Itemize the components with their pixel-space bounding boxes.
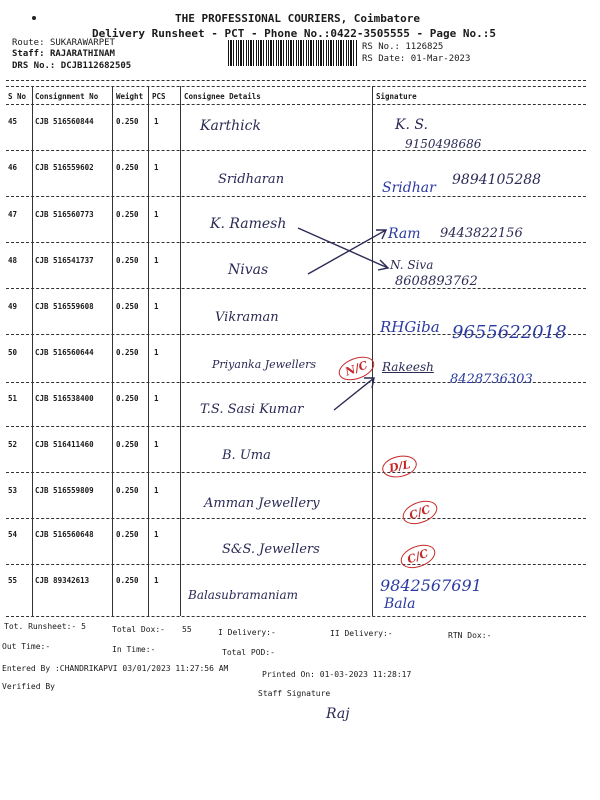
receiver-signature: K. S.: [395, 117, 428, 133]
arrow-line: [298, 228, 388, 268]
rs-date-line: [362, 54, 470, 64]
receiver-phone: 9894105288: [452, 172, 542, 188]
table-row-sno: 50: [8, 348, 18, 357]
staff-value: RAJARATHINAM: [49, 49, 115, 59]
table-row-sno: 45: [8, 117, 18, 126]
receiver-signature: Sridhar: [382, 180, 436, 196]
total-runsheet: Tot. Runsheet:- 5: [4, 622, 86, 631]
receiver-phone: 9150498686: [405, 137, 482, 151]
verified-by: Verified By: [2, 682, 55, 691]
col-divider: [148, 86, 149, 616]
table-row-weight: 0.250: [116, 530, 139, 539]
consignee-name: Amman Jewellery: [204, 496, 320, 511]
row-separator: [6, 518, 586, 519]
table-row-consignment: CJB 516560644: [35, 348, 94, 357]
table-row-weight: 0.250: [116, 302, 139, 311]
entered-by: Entered By :CHANDRIKAPVI 03/01/2023 11:27:56 AM: [2, 664, 229, 673]
col-consignment: Consignment No: [35, 92, 99, 101]
consignee-name: Nivas: [228, 262, 269, 278]
rtn-dox-label: RTN Dox:-: [448, 631, 492, 640]
table-row-consignment: CJB 89342613: [35, 576, 90, 585]
row-separator: [6, 150, 586, 151]
row-separator: [6, 472, 586, 473]
table-row-weight: 0.250: [116, 210, 139, 219]
receiver-phone: 8608893762: [395, 274, 478, 289]
status-stamp: D/L: [380, 453, 419, 481]
col-divider: [180, 86, 181, 616]
table-row-weight: 0.250: [116, 486, 139, 495]
row-separator: [6, 426, 586, 427]
table-row-sno: 47: [8, 210, 18, 219]
out-time-label: Out Time:-: [2, 642, 51, 651]
table-row-pcs: 1: [154, 210, 159, 219]
status-stamp: N/C: [336, 352, 378, 384]
consignee-name: Priyanka Jewellers: [212, 358, 317, 371]
receiver-phone: 9443822156: [440, 226, 523, 241]
company-title: THE PROFESSIONAL COURIERS, Coimbatore: [175, 12, 421, 25]
rs-no-value: 1126825: [405, 42, 444, 52]
table-row-consignment: CJB 516559608: [35, 302, 94, 311]
route-label: Route:: [12, 38, 45, 48]
receiver-phone: 8428736303: [450, 372, 533, 387]
in-time-label: In Time:-: [112, 645, 156, 654]
table-row-sno: 54: [8, 530, 18, 539]
table-row-sno: 46: [8, 163, 18, 172]
arrow-line: [308, 230, 386, 274]
row-separator: [6, 288, 586, 289]
status-stamp: C/C: [397, 541, 438, 573]
table-row-pcs: 1: [154, 117, 159, 126]
table-row-sno: 55: [8, 576, 18, 585]
table-row-sno: 48: [8, 256, 18, 265]
col-signature: Signature: [376, 92, 417, 101]
table-row-sno: 52: [8, 440, 18, 449]
receiver-signature: Rakeesh: [382, 360, 434, 374]
drs-label: DRS No.:: [12, 61, 56, 71]
row-separator: [6, 196, 586, 197]
staff-signature-label: Staff Signature: [258, 689, 331, 698]
col-weight: Weight: [116, 92, 144, 101]
table-row-weight: 0.250: [116, 440, 139, 449]
printed-on: Printed On: 01-03-2023 11:28:17: [262, 670, 412, 679]
consignee-name: B. Uma: [222, 448, 271, 463]
swap-arrows-drawing: [280, 220, 400, 284]
table-row-weight: 0.250: [116, 117, 139, 126]
drs-line: [12, 61, 131, 71]
status-stamp: C/C: [399, 497, 440, 529]
table-row-pcs: 1: [154, 530, 159, 539]
table-row-sno: 49: [8, 302, 18, 311]
consignee-name: T.S. Sasi Kumar: [200, 402, 304, 417]
table-row-sno: 51: [8, 394, 18, 403]
table-row-consignment: CJB 516538400: [35, 394, 94, 403]
col-divider: [112, 86, 113, 616]
consignee-name: Sridharan: [218, 172, 285, 187]
arrow-line: [334, 378, 374, 410]
total-pod-label: Total POD:-: [222, 648, 275, 657]
table-row-consignment: CJB 516560773: [35, 210, 94, 219]
staff-signature-scrawl: Raj: [326, 706, 350, 722]
table-row-pcs: 1: [154, 576, 159, 585]
drs-value: DCJB112682505: [60, 61, 132, 71]
total-dox-label: Total Dox:-: [112, 625, 165, 634]
table-row-consignment: CJB 516559809: [35, 486, 94, 495]
total-dox-value: 55: [182, 625, 192, 634]
col-sno: S No: [8, 92, 27, 101]
rs-date-value: 01-Mar-2023: [410, 54, 471, 64]
consignee-name: Balasubramaniam: [188, 588, 299, 602]
col-pcs: PCS: [152, 92, 166, 101]
table-row-pcs: 1: [154, 348, 159, 357]
staff-label: Staff:: [12, 49, 45, 59]
rs-date-label: RS Date:: [362, 54, 406, 64]
table-row-pcs: 1: [154, 440, 159, 449]
table-row-weight: 0.250: [116, 256, 139, 265]
rs-no-line: [362, 42, 443, 52]
table-row-consignment: CJB 516541737: [35, 256, 94, 265]
receiver-signature: Ram: [388, 226, 421, 242]
table-row-pcs: 1: [154, 163, 159, 172]
bullet-mark: [32, 16, 36, 20]
col-divider: [32, 86, 33, 616]
consignee-name: S&S. Jewellers: [222, 542, 320, 557]
table-row-pcs: 1: [154, 302, 159, 311]
receiver-signature: N. Siva: [390, 258, 434, 272]
barcode: [228, 40, 358, 66]
route-value: SUKARAWARPET: [49, 38, 115, 48]
receiver-signature: Bala: [384, 596, 416, 612]
table-row-consignment: CJB 516559602: [35, 163, 94, 172]
receiver-phone: 9842567691: [380, 576, 482, 595]
table-row-pcs: 1: [154, 394, 159, 403]
table-row-weight: 0.250: [116, 394, 139, 403]
runsheet-subtitle: Delivery Runsheet - PCT - Phone No.:0422-3505555 - Page No.:5: [92, 27, 496, 40]
consignee-name: Vikraman: [215, 310, 279, 325]
consignee-name: Karthick: [200, 118, 261, 134]
table-row-weight: 0.250: [116, 576, 139, 585]
table-row-weight: 0.250: [116, 163, 139, 172]
rs-no-label: RS No.:: [362, 42, 400, 52]
table-row-pcs: 1: [154, 486, 159, 495]
table-row-weight: 0.250: [116, 348, 139, 357]
row-separator: [6, 616, 586, 617]
receiver-phone: 9655622018: [452, 322, 567, 343]
route-line: [12, 38, 115, 48]
i-delivery-label: I Delivery:-: [218, 628, 276, 637]
row-separator: [6, 564, 586, 565]
col-consignee: Consignee Details: [184, 92, 261, 101]
rule: [6, 86, 586, 87]
rule: [6, 80, 586, 81]
rule: [6, 104, 586, 105]
consignee-name: K. Ramesh: [210, 216, 287, 232]
table-row-consignment: CJB 516560844: [35, 117, 94, 126]
table-row-pcs: 1: [154, 256, 159, 265]
table-row-consignment: CJB 516411460: [35, 440, 94, 449]
arrow-head: [378, 260, 388, 270]
table-row-sno: 53: [8, 486, 18, 495]
col-divider: [372, 86, 373, 616]
receiver-signature: RHGiba: [380, 318, 440, 336]
table-row-consignment: CJB 516560648: [35, 530, 94, 539]
ii-delivery-label: II Delivery:-: [330, 629, 393, 638]
pointer-arrow-drawing: [330, 372, 380, 416]
staff-line: [12, 49, 115, 59]
